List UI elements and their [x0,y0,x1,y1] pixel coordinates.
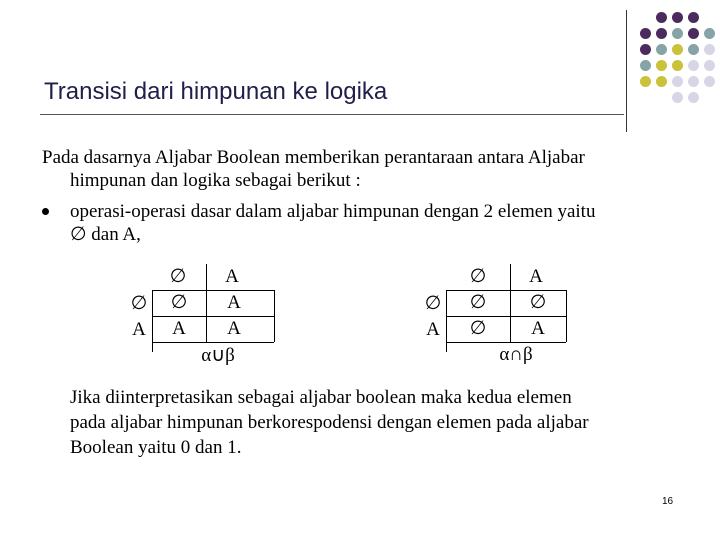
decor-dot [704,44,715,55]
decor-dot [688,44,699,55]
union-cell-2-1: A [172,318,186,339]
union-grid-center [206,264,207,342]
union-operation-label: α∪β [201,345,235,366]
decor-dot [704,76,715,87]
union-grid-bottom [152,342,274,343]
intro-line-2: himpunan dan logika sebagai berikut : [70,170,361,191]
decor-dot [656,76,667,87]
decor-dot-grid [638,10,720,120]
decor-dot [640,76,651,87]
union-grid-right [274,290,275,342]
para2-line-3: Boolean yaitu 0 dan 1. [70,437,242,458]
bullet-dot-icon [42,208,49,215]
para2-line-1: Jika diinterpretasikan sebagai aljabar boolean maka kedua elemen [70,387,572,408]
decor-dot [704,28,715,39]
decor-dot [672,76,683,87]
decor-dot [640,28,651,39]
intro-paragraph [42,146,692,192]
intersection-grid-right [566,290,567,342]
decor-dot [640,44,651,55]
union-row-header-1: ∅ [130,293,148,314]
decor-dot [688,12,699,23]
slide-title: Transisi dari himpunan ke logika [44,78,388,105]
decor-dot [672,44,683,55]
intersection-grid-tail [446,342,447,352]
title-underline [40,114,624,115]
decor-dot [656,12,667,23]
union-col-header-2: A [225,266,239,287]
decor-dot [672,92,683,103]
decor-vertical-line [626,10,627,132]
intersection-grid-bottom [446,342,566,343]
intersection-table [416,264,576,374]
union-row-header-2: A [132,319,146,340]
intersection-cell-1-2: ∅ [529,292,547,313]
union-cell-2-2: A [227,318,241,339]
bullet-item [42,200,692,246]
decor-dot [640,60,651,71]
decor-dot [656,44,667,55]
intersection-grid-center [510,264,511,342]
decor-dot [688,60,699,71]
intersection-operation-label: α∩β [499,344,533,365]
union-col-header-1: ∅ [169,266,187,287]
bullet-line-2: ∅ dan A, [70,224,141,245]
intersection-col-header-1: ∅ [469,266,487,287]
decor-dot [672,28,683,39]
decor-dot [688,28,699,39]
union-grid-tail [152,342,153,352]
decor-dot [704,60,715,71]
union-cell-1-2: A [227,292,241,313]
decor-dot [656,60,667,71]
intersection-row-header-1: ∅ [424,293,442,314]
para2-line-2: pada aljabar himpunan berkorespodensi dengan elemen pada aljabar [70,412,589,433]
intersection-grid-left [446,290,447,342]
bullet-line-1: operasi-operasi dasar dalam aljabar himpunan dengan 2 elemen yaitu [70,201,596,222]
decor-dot [688,92,699,103]
page-number: 16 [662,496,674,507]
intersection-cell-1-1: ∅ [469,292,487,313]
intro-line-1: Pada dasarnya Aljabar Boolean memberikan perantaraan antara Aljabar [42,147,585,168]
union-table [120,264,280,374]
interpretation-paragraph [70,385,690,460]
decor-dot [656,28,667,39]
decor-dot [672,12,683,23]
decor-dot [672,60,683,71]
decor-dot [688,76,699,87]
intersection-row-header-2: A [426,319,440,340]
intersection-cell-2-2: A [531,318,545,339]
union-cell-1-1: ∅ [170,292,188,313]
intersection-col-header-2: A [529,266,543,287]
intersection-cell-2-1: ∅ [469,318,487,339]
